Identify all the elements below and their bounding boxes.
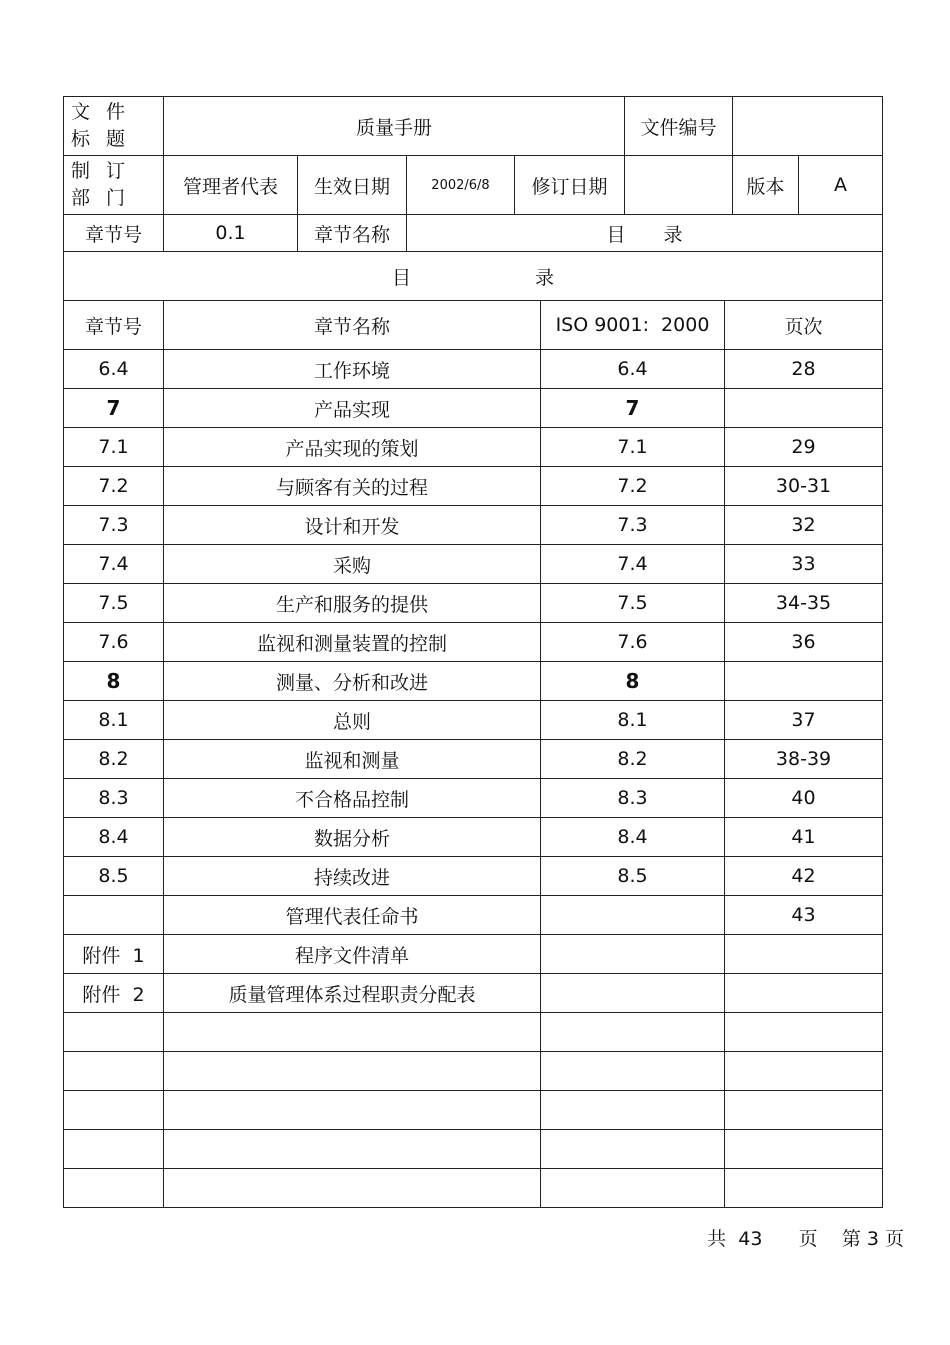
table-row (64, 935, 883, 974)
revision-date-label: 修订日期 (515, 156, 625, 215)
iso-clause-cell: 8.1 (541, 701, 725, 740)
chapter-name-cell (164, 1169, 541, 1208)
page-cell: 36 (725, 623, 883, 662)
table-row (64, 1091, 883, 1130)
chapter-name-cell: 程序文件清单 (164, 935, 541, 974)
iso-clause-cell: 8.3 (541, 779, 725, 818)
toc-header-row (64, 301, 883, 350)
chapter-no-cell: 7.6 (64, 623, 164, 662)
table-row (64, 1169, 883, 1208)
page-cell: 42 (725, 857, 883, 896)
chapter-no-cell: 8.1 (64, 701, 164, 740)
chapter-name-cell: 产品实现 (164, 389, 541, 428)
iso-clause-cell: 7.6 (541, 623, 725, 662)
column-header-chapter-no: 章节号 (64, 301, 164, 350)
chapter-name-cell: 设计和开发 (164, 506, 541, 545)
iso-clause-cell: 8.5 (541, 857, 725, 896)
iso-clause-cell: 7.4 (541, 545, 725, 584)
iso-clause-cell: 7 (541, 389, 725, 428)
iso-clause-cell (541, 1052, 725, 1091)
iso-clause-cell (541, 1130, 725, 1169)
chapter-no-cell: 8.3 (64, 779, 164, 818)
version-value: A (799, 156, 883, 215)
page-cell: 41 (725, 818, 883, 857)
iso-clause-cell (541, 1091, 725, 1130)
table-row (64, 1130, 883, 1169)
chapter-no-cell (64, 896, 164, 935)
chapter-no-cell (64, 1052, 164, 1091)
page-cell (725, 1013, 883, 1052)
effective-date-label: 生效日期 (298, 156, 407, 215)
table-row (64, 779, 883, 818)
chapter-no-cell: 附件 1 (64, 935, 164, 974)
dept-label: 制 订 部 门 (64, 156, 164, 215)
table-row (64, 467, 883, 506)
chapter-name-cell: 产品实现的策划 (164, 428, 541, 467)
chapter-name-cell: 与顾客有关的过程 (164, 467, 541, 506)
table-row (64, 896, 883, 935)
chapter-no-cell: 7.5 (64, 584, 164, 623)
version-label: 版本 (733, 156, 799, 215)
file-number-label: 文件编号 (625, 97, 733, 156)
chapter-no-cell: 附件 2 (64, 974, 164, 1013)
chapter-no-cell (64, 1013, 164, 1052)
toc-table (63, 251, 883, 1208)
effective-date-value: 2002/6/8 (407, 156, 515, 215)
table-row (64, 1013, 883, 1052)
chapter-name-cell (164, 1091, 541, 1130)
chapter-no-label: 章节号 (64, 215, 164, 252)
iso-clause-cell: 8 (541, 662, 725, 701)
page-cell (725, 1091, 883, 1130)
table-row (64, 623, 883, 662)
page-cell: 33 (725, 545, 883, 584)
chapter-name-cell (164, 1052, 541, 1091)
iso-clause-cell (541, 974, 725, 1013)
page-cell: 30-31 (725, 467, 883, 506)
iso-clause-cell: 8.4 (541, 818, 725, 857)
column-header-page: 页次 (725, 301, 883, 350)
chapter-no-cell: 7 (64, 389, 164, 428)
chapter-no-cell: 7.4 (64, 545, 164, 584)
chapter-no-cell (64, 1091, 164, 1130)
iso-clause-cell (541, 935, 725, 974)
iso-clause-cell: 7.2 (541, 467, 725, 506)
table-row (64, 1052, 883, 1091)
page-cell: 37 (725, 701, 883, 740)
chapter-name-cell: 生产和服务的提供 (164, 584, 541, 623)
table-row (64, 389, 883, 428)
table-row (64, 662, 883, 701)
chapter-name-cell: 测量、分析和改进 (164, 662, 541, 701)
page-cell (725, 1130, 883, 1169)
file-title-label: 文 件 标 题 (64, 97, 164, 156)
page-cell: 28 (725, 350, 883, 389)
page-cell: 34-35 (725, 584, 883, 623)
chapter-name-cell: 监视和测量 (164, 740, 541, 779)
chapter-no-cell: 8.4 (64, 818, 164, 857)
toc-title-left: 目 (392, 266, 412, 289)
file-number-value (733, 97, 883, 156)
table-row (64, 506, 883, 545)
chapter-no-cell: 6.4 (64, 350, 164, 389)
chapter-no-cell: 7.3 (64, 506, 164, 545)
iso-clause-cell: 7.5 (541, 584, 725, 623)
table-row (64, 701, 883, 740)
chapter-name-cell: 工作环境 (164, 350, 541, 389)
iso-clause-cell (541, 1169, 725, 1208)
page-cell: 29 (725, 428, 883, 467)
page-cell (725, 389, 883, 428)
iso-clause-cell: 7.1 (541, 428, 725, 467)
table-row (64, 428, 883, 467)
chapter-name-value: 目 录 (407, 215, 883, 252)
toc-title (64, 252, 883, 301)
page-cell (725, 935, 883, 974)
table-row (64, 818, 883, 857)
iso-clause-cell (541, 1013, 725, 1052)
page-cell (725, 974, 883, 1013)
table-row (64, 350, 883, 389)
chapter-no-cell: 8.5 (64, 857, 164, 896)
page-cell: 38-39 (725, 740, 883, 779)
table-row (64, 545, 883, 584)
chapter-no-cell: 8.2 (64, 740, 164, 779)
table-row (64, 740, 883, 779)
table-row (64, 584, 883, 623)
iso-clause-cell: 8.2 (541, 740, 725, 779)
chapter-no-cell (64, 1169, 164, 1208)
chapter-no-value: 0.1 (164, 215, 298, 252)
page-footer: 共 43 页 第 3 页 (707, 1228, 904, 1250)
chapter-name-cell (164, 1130, 541, 1169)
chapter-no-cell: 8 (64, 662, 164, 701)
iso-clause-cell: 7.3 (541, 506, 725, 545)
chapter-name-cell: 采购 (164, 545, 541, 584)
iso-clause-cell (541, 896, 725, 935)
page-cell (725, 1052, 883, 1091)
page-cell (725, 662, 883, 701)
chapter-name-cell: 不合格品控制 (164, 779, 541, 818)
page-cell: 40 (725, 779, 883, 818)
chapter-name-cell: 质量管理体系过程职责分配表 (164, 974, 541, 1013)
revision-date-value (625, 156, 733, 215)
dept-value: 管理者代表 (164, 156, 298, 215)
column-header-iso: ISO 9001: 2000 (541, 301, 725, 350)
chapter-name-cell: 持续改进 (164, 857, 541, 896)
chapter-no-cell: 7.1 (64, 428, 164, 467)
toc-title-right: 录 (535, 266, 555, 289)
chapter-name-cell: 总则 (164, 701, 541, 740)
table-row (64, 974, 883, 1013)
page-cell (725, 1169, 883, 1208)
chapter-name-cell (164, 1013, 541, 1052)
column-header-chapter-name: 章节名称 (164, 301, 541, 350)
chapter-name-label: 章节名称 (298, 215, 407, 252)
chapter-name-cell: 数据分析 (164, 818, 541, 857)
file-title-value: 质量手册 (164, 97, 625, 156)
table-row (64, 857, 883, 896)
page-cell: 43 (725, 896, 883, 935)
chapter-no-cell: 7.2 (64, 467, 164, 506)
chapter-name-cell: 管理代表任命书 (164, 896, 541, 935)
iso-clause-cell: 6.4 (541, 350, 725, 389)
document-header-table (63, 96, 883, 252)
page-cell: 32 (725, 506, 883, 545)
chapter-name-cell: 监视和测量装置的控制 (164, 623, 541, 662)
chapter-no-cell (64, 1130, 164, 1169)
